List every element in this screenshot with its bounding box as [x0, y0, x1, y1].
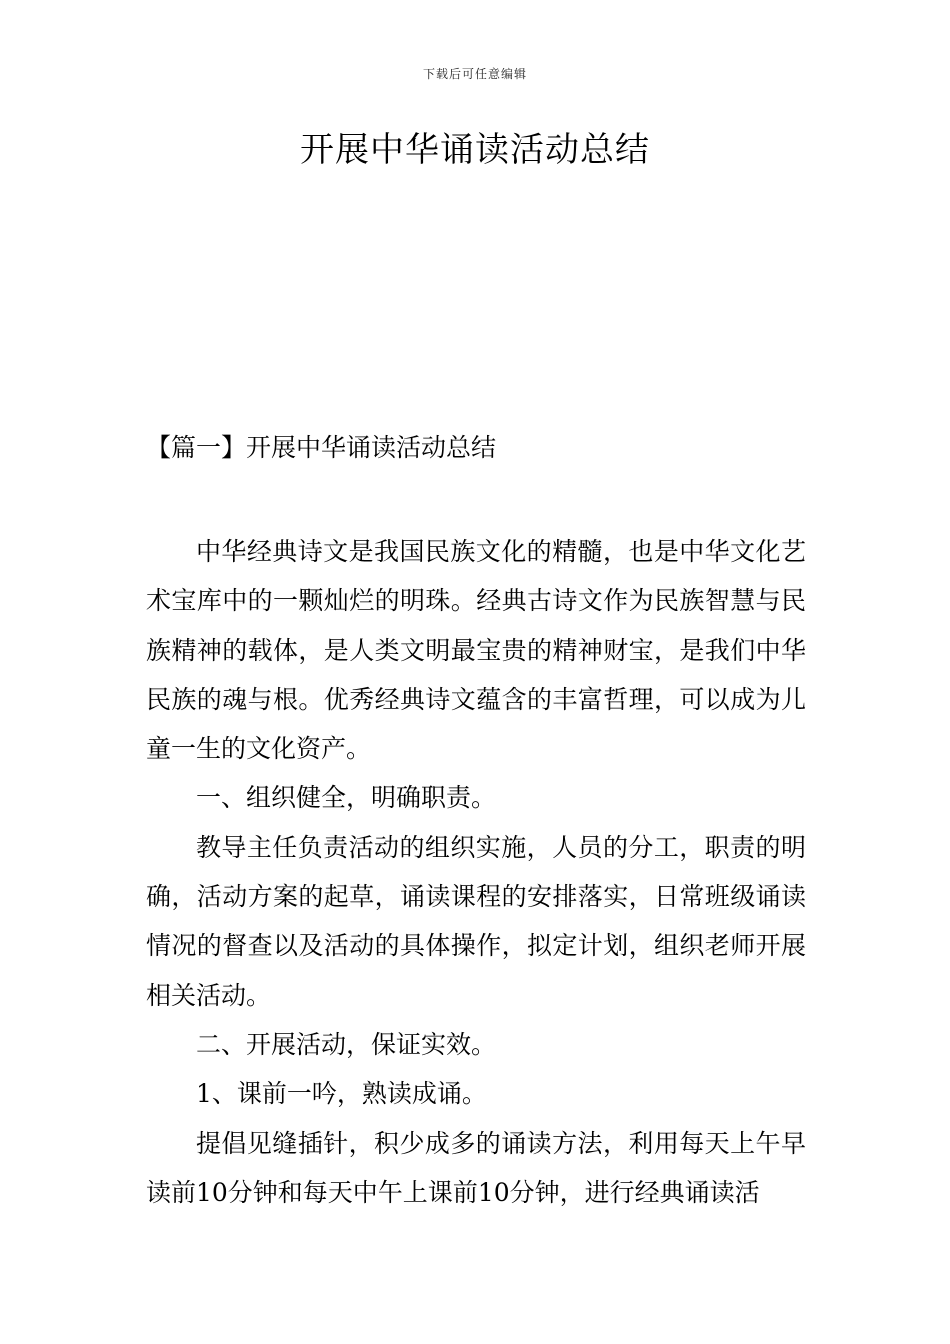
- paragraph: 中华经典诗文是我国民族文化的精髓，也是中华文化艺术宝库中的一颗灿烂的明珠。经典古诗文作为民族智慧与民族精神的载体，是人类文明最宝贵的精神财宝，是我们中华民族的魂与根。优秀经典诗文蕴含的丰富哲理，可以成为儿童一生的文化资产。: [146, 537, 806, 764]
- document-title: 开展中华诵读活动总结: [300, 130, 650, 170]
- paragraph: 1、课前一吟，熟读成诵。: [196, 1079, 487, 1109]
- paragraph: 教导主任负责活动的组织实施，人员的分工，职责的明确，活动方案的起草，诵读课程的安排落实，日常班级诵读情况的督查以及活动的具体操作，拟定计划，组织老师开展相关活动。: [146, 832, 806, 1010]
- section-heading: 【篇一】开展中华诵读活动总结: [146, 433, 497, 462]
- paragraph: 二、开展活动，保证实效。: [196, 1029, 497, 1059]
- header-note: 下载后可任意编辑: [422, 67, 527, 81]
- body-text: [146, 527, 806, 1217]
- paragraph: 一、组织健全，明确职责。: [196, 783, 497, 813]
- paragraph: 提倡见缝插针，积少成多的诵读方法，利用每天上午早读前10分钟和每天中午上课前10分钟，进行经典诵读活: [146, 1128, 806, 1207]
